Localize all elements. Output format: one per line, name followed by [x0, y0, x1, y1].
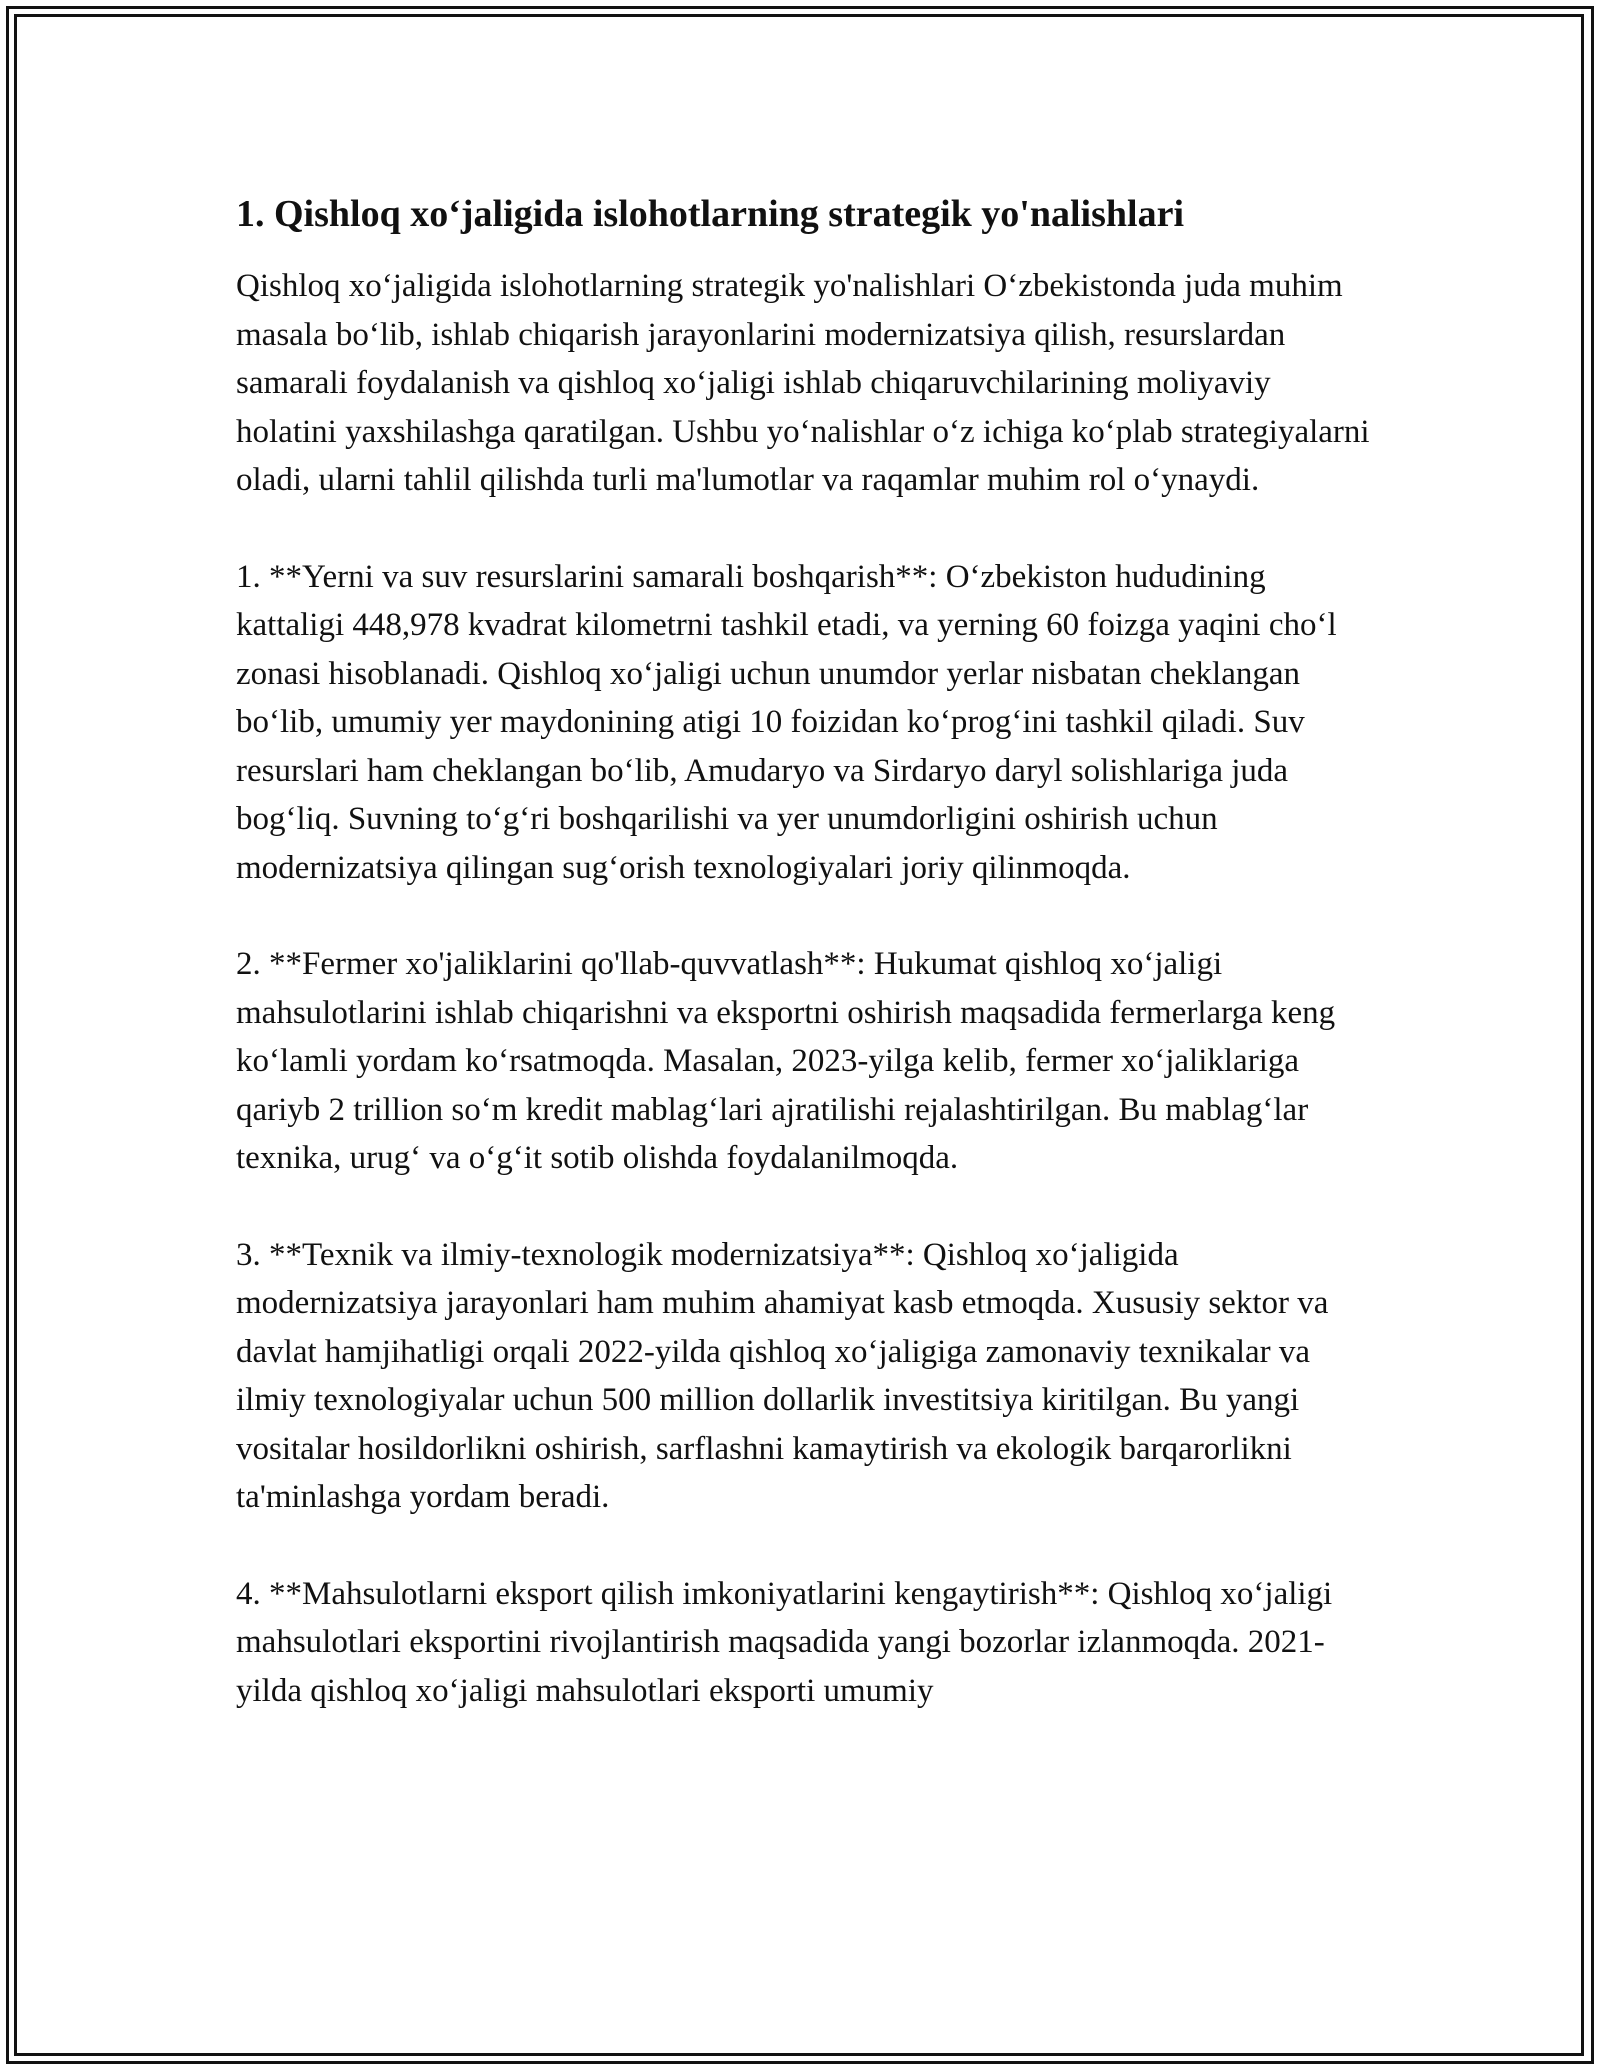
paragraph-land-water: 1. **Yerni va suv resurslarini samarali boshqarish**: O‘zbekiston hududining kattaligi 448,978 kvadrat kilometrni tashkil etadi, va yerning 60 foizga yaqini cho‘l zonasi hisoblanadi. Qishloq xo‘jaligi uchun unumdor yerlar nisbatan cheklangan bo‘lib, umumiy yer maydonining atigi 10 foizidan ko‘prog‘ini tashkil qiladi. Suv resurslari ham cheklangan bo‘lib, Amudaryo va Sirdaryo daryl solishlariga juda bog‘liq. Suvning to‘g‘ri boshqarilishi va yer unumdorligini oshirish uchun modernizatsiya qilingan sug‘orish texnologiyalari joriy qilinmoqda.	[236, 558, 1337, 886]
intro-paragraph: Qishloq xo‘jaligida islohotlarning strategik yo'nalishlari O‘zbekistonda juda muhim masala bo‘lib, ishlab chiqarish jarayonlarini modernizatsiya qilish, resurslardan samarali foydalanish va qishloq xo‘jaligi ishlab chiqaruvchilarining moliyaviy holatini yaxshilashga qaratilgan. Ushbu yo‘nalishlar o‘z ichiga ko‘plab strategiyalarni oladi, ularni tahlil qilishda turli ma'lumotlar va raqamlar muhim rol o‘ynaydi.	[236, 268, 1370, 498]
paragraph-farmer-support: 2. **Fermer xo'jaliklarini qo'llab-quvvatlash**: Hukumat qishloq xo‘jaligi mahsulotlarini ishlab chiqarishni va eksportni oshirish maqsadida fermerlarga keng ko‘lamli yordam ko‘rsatmoqda. Masalan, 2023-yilga kelib, fermer xo‘jaliklariga qariyb 2 trillion so‘m kredit mablag‘lari ajratilishi rejalashtirilgan. Bu mablag‘lar texnika, urug‘ va o‘g‘it sotib olishda foydalanilmoqda.	[236, 946, 1336, 1176]
document-body	[236, 186, 1376, 1763]
section-heading: 1. Qishloq xo‘jaligida islohotlarning strategik yo'nalishlari	[236, 193, 1185, 235]
paragraph-modernization: 3. **Texnik va ilmiy-texnologik modernizatsiya**: Qishloq xo‘jaligida modernizatsiya jarayonlari ham muhim ahamiyat kasb etmoqda. Xususiy sektor va davlat hamjihatligi orqali 2022-yilda qishloq xo‘jaligiga zamonaviy texnikalar va ilmiy texnologiyalar uchun 500 million dollarlik investitsiya kiritilgan. Bu yangi vositalar hosildorlikni oshirish, sarflashni kamaytirish va ekologik barqarorlikni ta'minlashga yordam beradi.	[236, 1236, 1329, 1515]
paragraph-export: 4. **Mahsulotlarni eksport qilish imkoniyatlarini kengaytirish**: Qishloq xo‘jaligi mahsulotlari eksportini rivojlantirish maqsadida yangi bozorlar izlanmoqda. 2021-yilda qishloq xo‘jaligi mahsulotlari eksporti umumiy	[236, 1575, 1333, 1709]
